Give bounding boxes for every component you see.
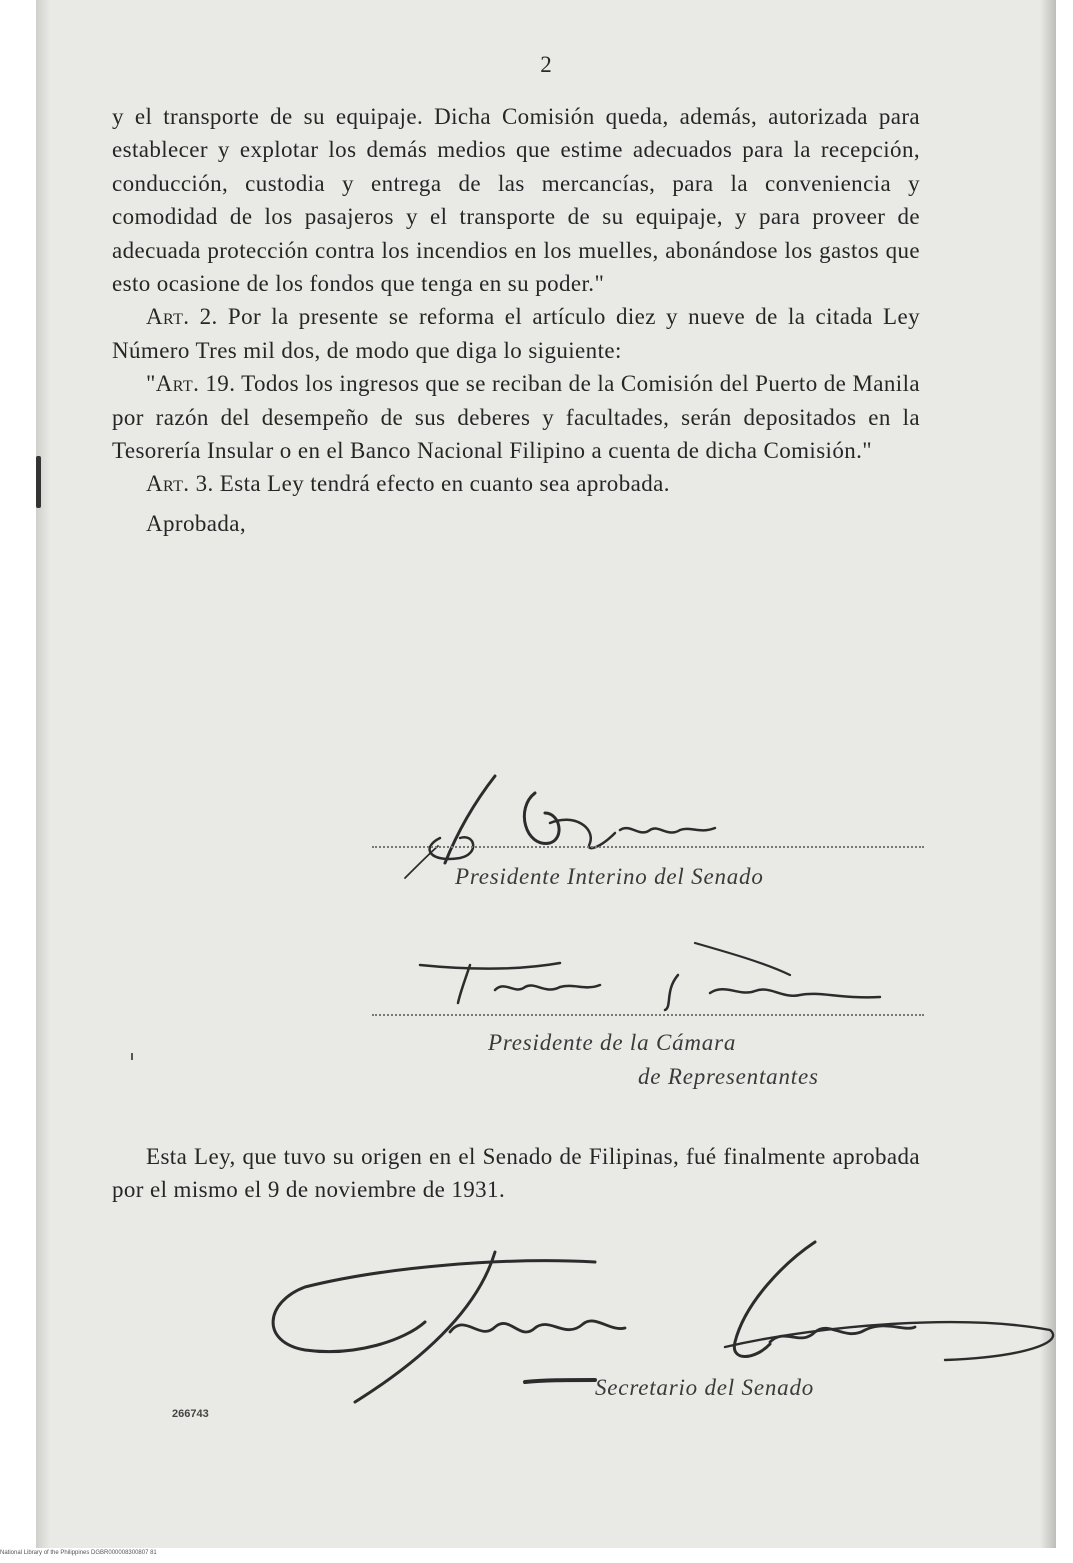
house-president-title-line-1: Presidente de la Cámara xyxy=(488,1030,737,1055)
paragraph-article-3 xyxy=(112,467,920,500)
archive-credit: National Library of the Philippines DGBR000008300807 81 xyxy=(0,1550,157,1556)
enactment-note-text: Esta Ley, que tuvo su origen en el Senado de Filipinas, fué finalmente aprobada por el mismo el 9 de noviembre de 1931. xyxy=(112,1144,920,1203)
paragraph-article-19 xyxy=(112,367,920,467)
print-code: 266743 xyxy=(172,1408,209,1420)
signature-line xyxy=(372,1014,924,1016)
article-2-text: 2. Por la presente se reforma el artículo diez y nueve de la citada Ley Número Tres mil dos, de modo que diga lo siguiente: xyxy=(112,304,920,363)
paragraph-continuation: y el transporte de su equipaje. Dicha Comisión queda, además, autorizada para establecer y explotar los demás medios que estime adecuados para la recepción, conducción, custodia y entrega de las mercancías, para la conveniencia y comodidad de los pasajeros y el transporte de su equipaje, y para proveer de adecuada protección contra los incendios en los muelles, abonándose los gastos que esto ocasione de los fondos que tenga en su poder." xyxy=(112,104,920,297)
secretary-title: Secretario del Senado xyxy=(595,1375,815,1400)
senate-president-signature xyxy=(400,768,740,878)
law-body-text xyxy=(112,100,920,540)
signature-line xyxy=(372,846,924,848)
opening-quote: " xyxy=(146,371,156,397)
enactment-note xyxy=(112,1140,920,1207)
senate-president-title: Presidente Interino del Senado xyxy=(455,864,764,889)
article-19-text: 19. Todos los ingresos que se reciban de la Comisión del Puerto de Manila por razón del desempeño de sus deberes y facultades, serán depositados en la Tesorería Insular o en el Banco Nacional Filipino a cuenta de dicha Comisión." xyxy=(112,371,920,464)
page-left-shadow xyxy=(36,0,50,1548)
house-president-title-line-2: de Representantes xyxy=(638,1064,819,1089)
page-number: 2 xyxy=(540,52,552,77)
paragraph-article-2 xyxy=(112,300,920,367)
article-label: Art. xyxy=(146,471,190,497)
house-president-signature xyxy=(410,935,910,1025)
approval-line: Aprobada, xyxy=(146,510,247,536)
binding-mark xyxy=(36,456,41,508)
article-label: Art. xyxy=(155,371,200,397)
ink-speck xyxy=(131,1053,133,1060)
article-label: Art. xyxy=(146,304,190,330)
article-3-text: 3. Esta Ley tendrá efecto en cuanto sea aprobada. xyxy=(189,471,670,497)
